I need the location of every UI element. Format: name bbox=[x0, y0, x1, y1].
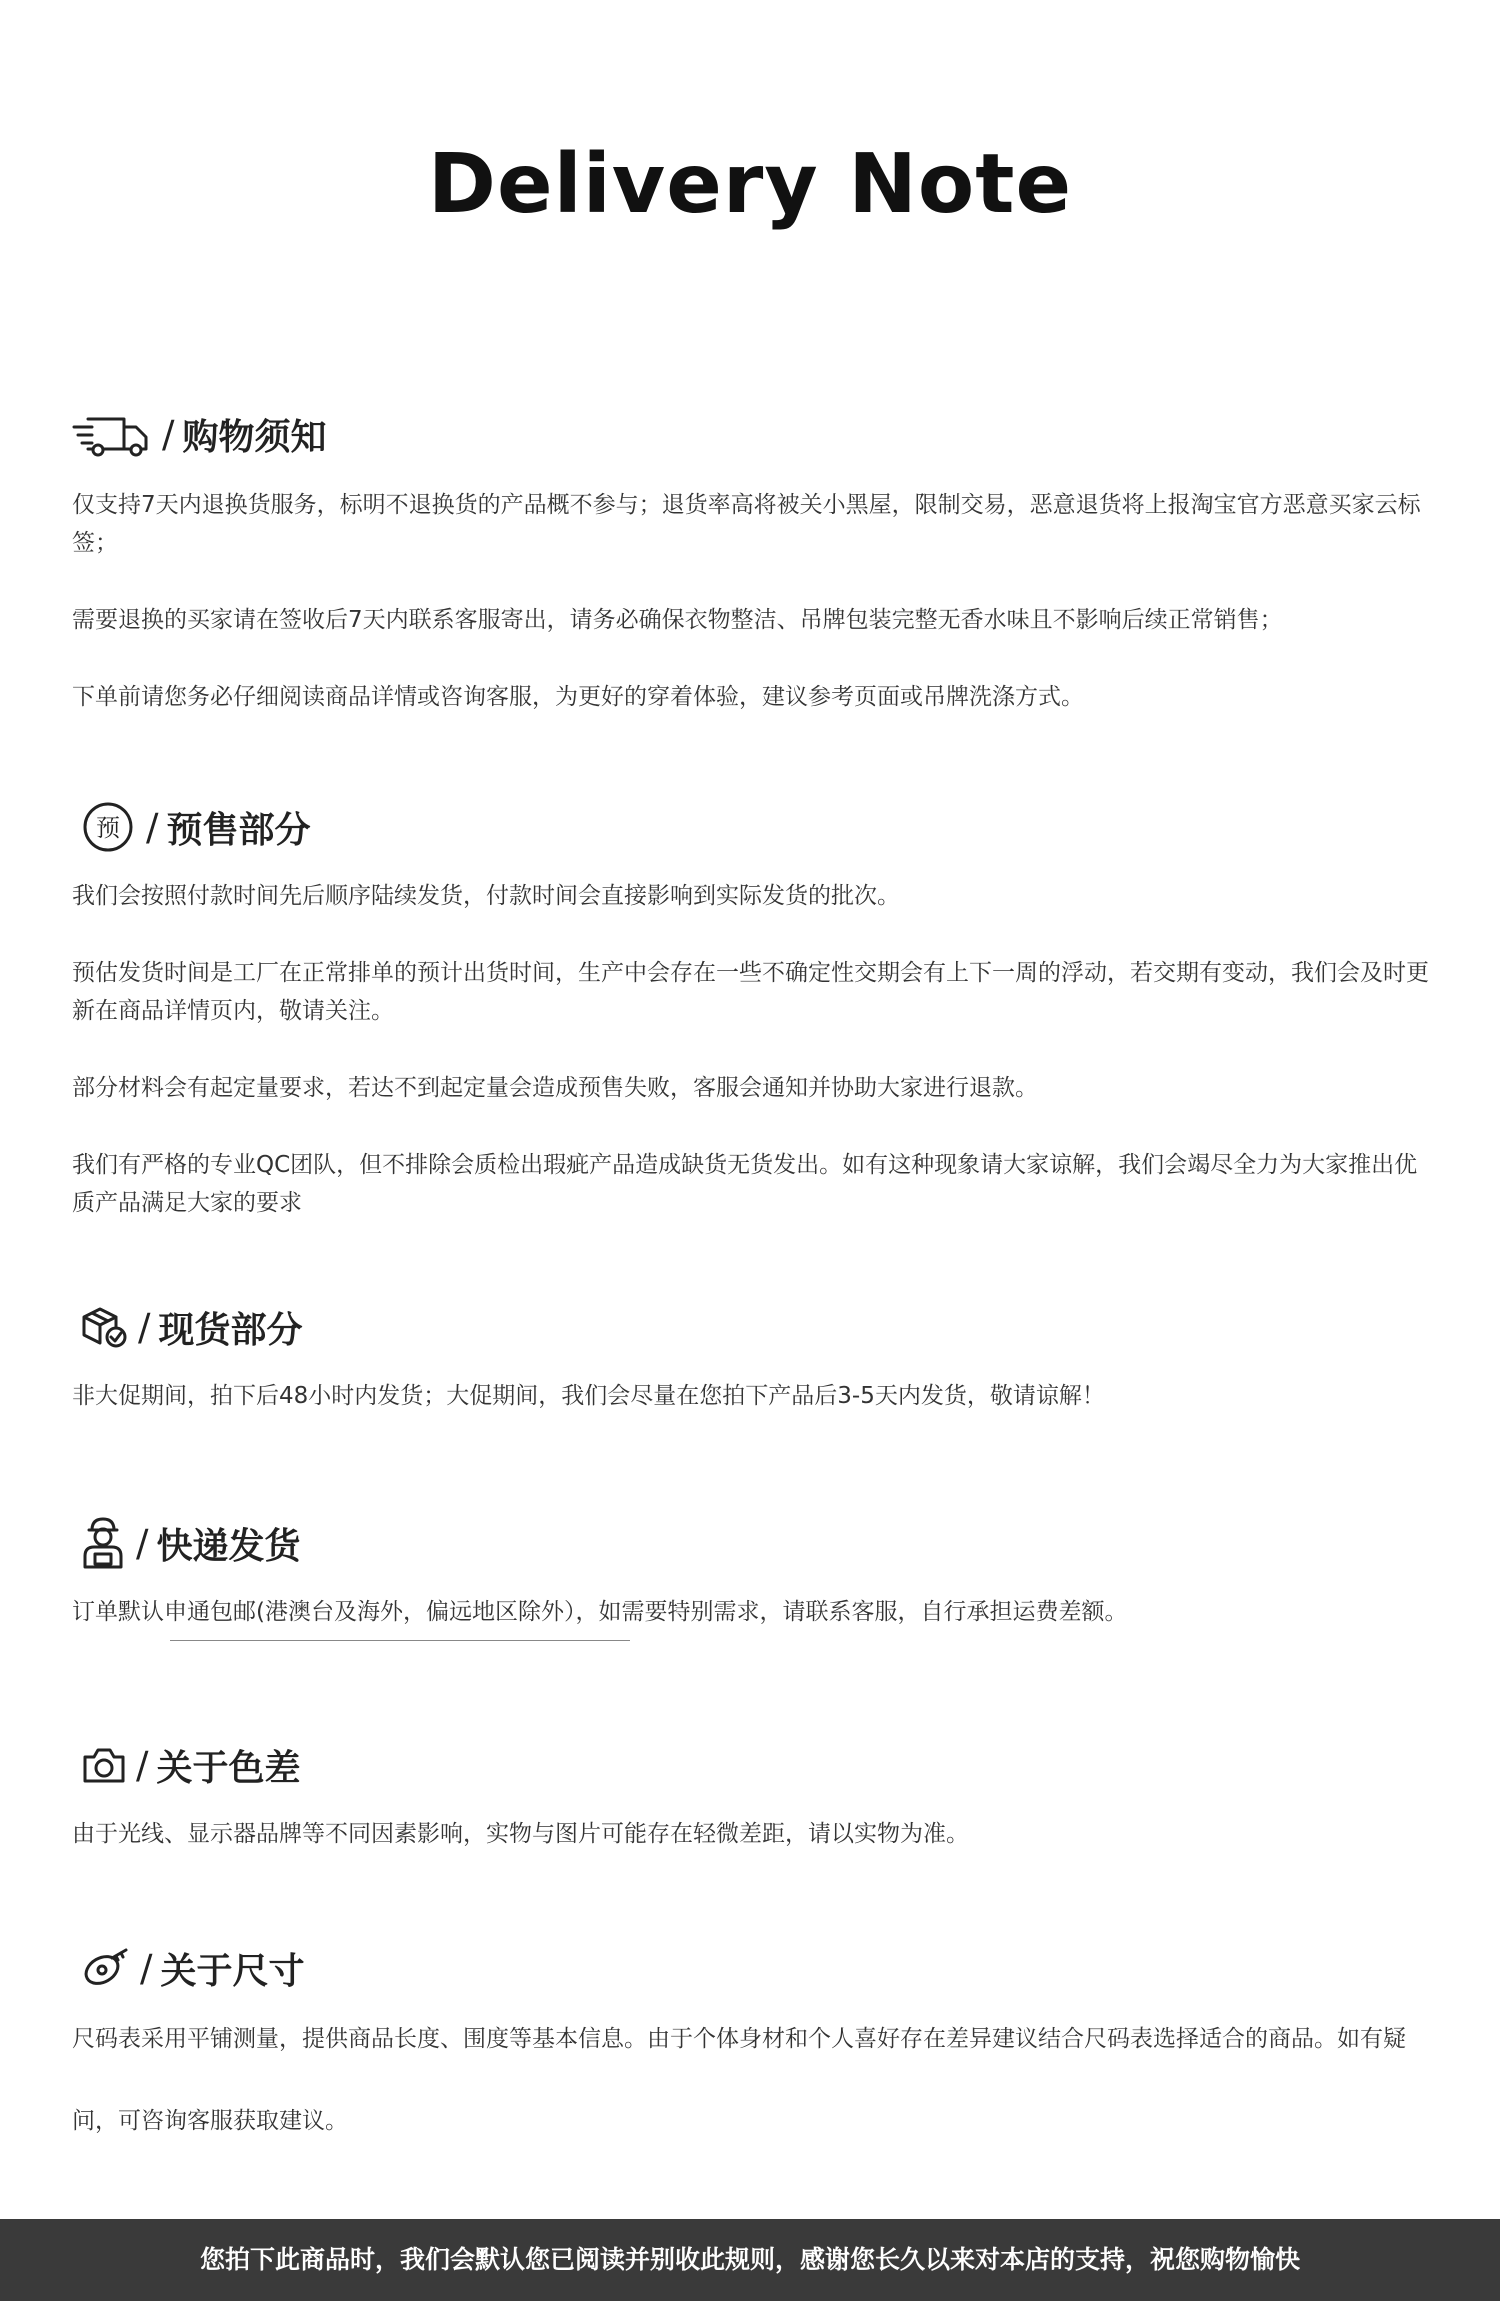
section-header bbox=[72, 1513, 1432, 1573]
paragraph: 下单前请您务必仔细阅读商品详情或咨询客服，为更好的穿着体验，建议参考页面或吊牌洗涤方式。 bbox=[72, 684, 1084, 710]
paragraph: 仅支持7天内退换货服务，标明不退换货的产品概不参与；退货率高将被关小黑屋，限制交易，恶意退货将上报淘宝官方恶意买家云标签； bbox=[72, 492, 1421, 556]
section-heading: 现货部分 bbox=[158, 1309, 303, 1351]
delivery-truck-icon bbox=[72, 409, 152, 459]
paragraph: 我们有严格的专业QC团队，但不排除会质检出瑕疵产品造成缺货无货发出。如有这种现象请大家谅解，我们会竭尽全力为大家推出优质产品满足大家的要求 bbox=[72, 1152, 1418, 1216]
heading-slash: / bbox=[140, 1946, 153, 1990]
section-header bbox=[72, 1735, 1432, 1795]
courier-icon bbox=[80, 1516, 126, 1570]
paragraph: 部分材料会有起定量要求，若达不到起定量会造成预售失败，客服会通知并协助大家进行退款。 bbox=[72, 1075, 1038, 1101]
section-shopping-notice bbox=[72, 404, 1432, 716]
section-header bbox=[72, 1938, 1432, 1998]
section-size bbox=[72, 1938, 1432, 2162]
footer-banner: 您拍下此商品时，我们会默认您已阅读并别收此规则，感谢您长久以来对本店的支持，祝您购物愉快 bbox=[0, 2219, 1500, 2301]
camera-icon bbox=[82, 1745, 126, 1785]
section-shipping bbox=[72, 1513, 1432, 1631]
heading-slash: / bbox=[146, 805, 159, 849]
section-in-stock bbox=[72, 1297, 1432, 1415]
paragraph: 尺码表采用平铺测量，提供商品长度、围度等基本信息。由于个体身材和个人喜好存在差异建议结合尺码表选择适合的商品。如有疑问，可咨询客服获取建议。 bbox=[72, 2026, 1406, 2134]
paragraph: 预估发货时间是工厂在正常排单的预计出货时间，生产中会存在一些不确定性交期会有上下一周的浮动，若交期有变动，我们会及时更新在商品详情页内，敬请关注。 bbox=[72, 960, 1429, 1024]
section-header bbox=[72, 404, 1432, 464]
section-heading: 购物须知 bbox=[182, 416, 327, 458]
paragraph: 订单默认申通包邮(港澳台及海外，偏远地区除外），如需要特别需求，请联系客服，自行承担运费差额。 bbox=[72, 1599, 1128, 1625]
section-color-difference bbox=[72, 1735, 1432, 1853]
page-title: Delivery Note bbox=[427, 137, 1073, 232]
heading-slash: / bbox=[138, 1305, 151, 1349]
section-heading: 关于尺寸 bbox=[160, 1950, 305, 1992]
section-heading: 快递发货 bbox=[156, 1525, 301, 1567]
heading-slash: / bbox=[162, 412, 175, 456]
measuring-tape-icon bbox=[82, 1946, 130, 1990]
paragraph: 我们会按照付款时间先后顺序陆续发货，付款时间会直接影响到实际发货的批次。 bbox=[72, 883, 900, 909]
section-presale bbox=[72, 797, 1432, 1222]
paragraph: 由于光线、显示器品牌等不同因素影响，实物与图片可能存在轻微差距，请以实物为准。 bbox=[72, 1821, 969, 1847]
presale-badge-icon bbox=[80, 799, 136, 855]
section-heading: 预售部分 bbox=[166, 809, 311, 851]
heading-slash: / bbox=[136, 1521, 149, 1565]
package-check-icon bbox=[80, 1305, 128, 1349]
text-underline bbox=[170, 1640, 630, 1641]
paragraph: 非大促期间，拍下后48小时内发货；大促期间，我们会尽量在您拍下产品后3-5天内发货，敬请谅解！ bbox=[72, 1383, 1105, 1409]
section-header bbox=[72, 797, 1432, 857]
svg-text:预: 预 bbox=[96, 814, 120, 842]
section-header bbox=[72, 1297, 1432, 1357]
heading-slash: / bbox=[136, 1743, 149, 1787]
paragraph: 需要退换的买家请在签收后7天内联系客服寄出，请务必确保衣物整洁、吊牌包装完整无香水味且不影响后续正常销售； bbox=[72, 607, 1283, 633]
section-heading: 关于色差 bbox=[156, 1747, 301, 1789]
